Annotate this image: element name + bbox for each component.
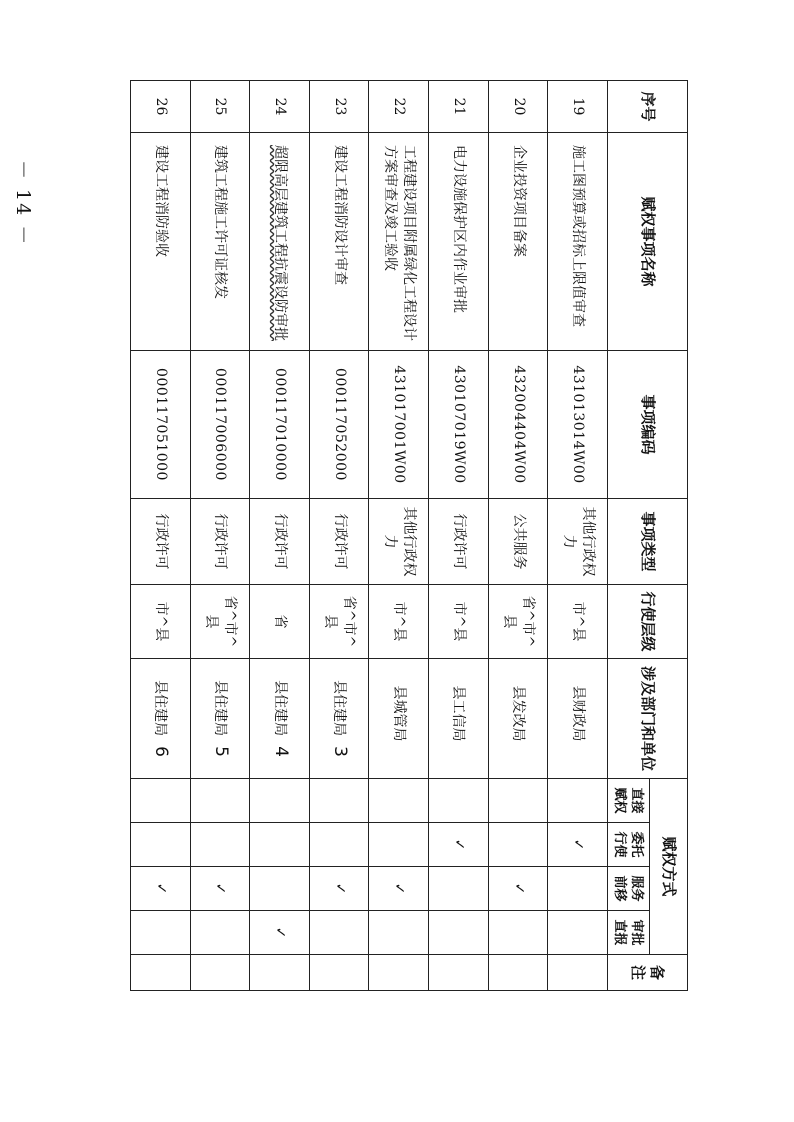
cell-level (369, 585, 429, 659)
cell-level-text: 省^市^县 (202, 595, 238, 648)
cell-level (131, 585, 191, 659)
header-mode-approve: 审批直报 (608, 911, 650, 955)
cell-type (190, 499, 250, 585)
cell-dept (548, 659, 608, 779)
cell-service (488, 867, 548, 911)
cell-type (488, 499, 548, 585)
cell-service (429, 867, 489, 911)
cell-type-text: 其他行政权力 (381, 506, 417, 577)
cell-level-text: 市^县 (152, 601, 169, 642)
cell-seq-text: 22 (391, 97, 408, 116)
cell-level-text: 省 (272, 614, 289, 629)
cell-code-text: 00011700​6000 (212, 368, 229, 481)
cell-seq-text: 23 (331, 97, 348, 116)
cell-level-text: 市^县 (570, 601, 587, 642)
cell-direct (190, 779, 250, 823)
table-row (429, 81, 489, 991)
cell-type (548, 499, 608, 585)
cell-seq (309, 81, 369, 133)
cell-code-text: 00011705​2000 (331, 368, 348, 481)
cell-service (131, 867, 191, 911)
cell-code (548, 351, 608, 499)
cell-service (309, 867, 369, 911)
cell-service-text: ✓ (331, 882, 348, 895)
cell-name-text: 工程建设项目附属绿化工程设计方案审查及竣工验收 (381, 145, 417, 341)
header-type: 事项类型 (608, 499, 688, 585)
cell-seq (131, 81, 191, 133)
cell-direct (429, 779, 489, 823)
cell-code (429, 351, 489, 499)
cell-dept (250, 659, 310, 779)
cell-entrust (488, 823, 548, 867)
cell-approve (250, 911, 310, 955)
handwritten-mark: 6 (151, 746, 172, 757)
header-name: 赋权事项名称 (608, 133, 688, 351)
cell-dept-text: 县住建局 (331, 680, 348, 737)
header-mode-entrust: 委托行使 (608, 823, 650, 867)
cell-seq-text: 25 (212, 97, 229, 116)
cell-name (190, 133, 250, 351)
cell-level-text: 省^市^县 (501, 595, 537, 648)
cell-entrust (131, 823, 191, 867)
cell-name-text: 电力设施保护区内作业审批 (450, 145, 467, 313)
cell-level-text: 市^县 (391, 601, 408, 642)
cell-approve (131, 911, 191, 955)
cell-dept (131, 659, 191, 779)
cell-approve (369, 911, 429, 955)
table-header (608, 81, 688, 991)
cell-type-text: 公共服务 (510, 513, 527, 570)
cell-code-text: 43010701​9W00 (450, 365, 467, 484)
cell-entrust-text: ✓ (570, 838, 587, 851)
cell-code-text: 00011705​1000 (152, 368, 169, 481)
cell-code-text: 43101700​1W00 (391, 365, 408, 484)
cell-entrust (429, 823, 489, 867)
header-level: 行使层级 (608, 585, 688, 659)
cell-service-text: ✓ (391, 882, 408, 895)
cell-approve (190, 911, 250, 955)
cell-seq (369, 81, 429, 133)
cell-dept-text: 县财政局 (569, 685, 586, 742)
cell-service (369, 867, 429, 911)
cell-type-text: 其他行政权力 (560, 506, 596, 577)
handwritten-mark: 3 (330, 746, 351, 757)
cell-remark (488, 955, 548, 991)
cell-direct (369, 779, 429, 823)
cell-type (429, 499, 489, 585)
table-row (369, 81, 429, 991)
cell-direct (309, 779, 369, 823)
cell-approve (548, 911, 608, 955)
cell-dept-text: 县城管局 (390, 685, 407, 742)
cell-remark (131, 955, 191, 991)
cell-name (488, 133, 548, 351)
cell-level (250, 585, 310, 659)
cell-direct (131, 779, 191, 823)
table-body (131, 81, 608, 991)
cell-seq-text: 26 (152, 97, 169, 116)
cell-dept-text: 县工信局 (450, 685, 467, 742)
cell-approve-text: ✓ (272, 926, 289, 939)
cell-level (548, 585, 608, 659)
cell-name-text: 建筑工程施工许可证核发 (212, 145, 229, 299)
cell-service-text: ✓ (152, 882, 169, 895)
table-row (250, 81, 310, 991)
cell-remark (309, 955, 369, 991)
cell-name (250, 133, 310, 351)
cell-entrust (309, 823, 369, 867)
table-row (190, 81, 250, 991)
cell-dept-text: 县住建局 (152, 680, 169, 737)
cell-approve (309, 911, 369, 955)
cell-entrust-text: ✓ (450, 838, 467, 851)
cell-type-text: 行政许可 (152, 513, 169, 570)
cell-name-text: 施工图预算或招标上限值审查 (570, 145, 587, 327)
cell-service (548, 867, 608, 911)
cell-seq (548, 81, 608, 133)
header-mode-direct: 直接赋权 (608, 779, 650, 823)
cell-dept (488, 659, 548, 779)
header-code: 事项编码 (608, 351, 688, 499)
cell-name (309, 133, 369, 351)
authorization-table (130, 80, 688, 991)
cell-direct (250, 779, 310, 823)
table-row (548, 81, 608, 991)
cell-code-text: 43200440​4W00 (510, 365, 527, 484)
cell-name-text: 超限高层建筑工程抗震设防审批 (272, 145, 289, 341)
cell-level-text: 省^市^县 (322, 595, 358, 648)
cell-entrust (548, 823, 608, 867)
cell-code-text: 00011701​0000 (272, 368, 289, 481)
cell-direct (488, 779, 548, 823)
cell-dept-text: 县住建局 (271, 680, 288, 737)
cell-entrust (369, 823, 429, 867)
header-seq: 序号 (608, 81, 688, 133)
cell-code (190, 351, 250, 499)
handwritten-mark: 5 (210, 746, 231, 757)
table-row (131, 81, 191, 991)
cell-name-text: 建设工程消防验收 (152, 145, 169, 257)
cell-seq (488, 81, 548, 133)
cell-type (369, 499, 429, 585)
cell-code-text: 43101301​4W00 (570, 365, 587, 484)
cell-service-text: ✓ (510, 882, 527, 895)
cell-approve (429, 911, 489, 955)
cell-approve (488, 911, 548, 955)
cell-seq-text: 19 (570, 97, 587, 116)
cell-seq (429, 81, 489, 133)
cell-level (190, 585, 250, 659)
cell-name-text: 企业投资项目备案 (510, 145, 527, 257)
cell-dept-text: 县发改局 (510, 685, 527, 742)
header-remark: 备注 (608, 955, 688, 991)
cell-seq-text: 20 (510, 97, 527, 116)
cell-entrust (250, 823, 310, 867)
cell-service (250, 867, 310, 911)
cell-entrust (190, 823, 250, 867)
cell-code (369, 351, 429, 499)
handwritten-mark: 4 (270, 746, 291, 757)
cell-seq-text: 21 (450, 97, 467, 116)
cell-level-text: 市^县 (450, 601, 467, 642)
cell-type (131, 499, 191, 585)
cell-name (131, 133, 191, 351)
cell-remark (369, 955, 429, 991)
cell-type-text: 行政许可 (331, 513, 348, 570)
cell-code (250, 351, 310, 499)
cell-level (309, 585, 369, 659)
cell-name (429, 133, 489, 351)
cell-service (190, 867, 250, 911)
cell-remark (429, 955, 489, 991)
cell-remark (548, 955, 608, 991)
cell-code (488, 351, 548, 499)
cell-dept (190, 659, 250, 779)
cell-level (488, 585, 548, 659)
header-mode-service: 服务前移 (608, 867, 650, 911)
cell-direct (548, 779, 608, 823)
cell-service-text: ✓ (212, 882, 229, 895)
cell-type-text: 行政许可 (272, 513, 289, 570)
cell-type-text: 行政许可 (450, 513, 467, 570)
cell-code (309, 351, 369, 499)
cell-dept (429, 659, 489, 779)
cell-seq-text: 24 (272, 97, 289, 116)
cell-seq (250, 81, 310, 133)
cell-code (131, 351, 191, 499)
authorization-table-sheet (130, 80, 688, 990)
cell-remark (190, 955, 250, 991)
cell-name (369, 133, 429, 351)
cell-level (429, 585, 489, 659)
cell-type (250, 499, 310, 585)
cell-name-text: 建设工程消防设计审查 (331, 145, 348, 285)
cell-remark (250, 955, 310, 991)
page-number: － 14 － (12, 160, 34, 247)
table-row (309, 81, 369, 991)
cell-dept-text: 县住建局 (211, 680, 228, 737)
header-mode: 赋权方式 (650, 779, 688, 955)
cell-seq (190, 81, 250, 133)
cell-type (309, 499, 369, 585)
cell-dept (369, 659, 429, 779)
cell-name (548, 133, 608, 351)
cell-dept (309, 659, 369, 779)
header-dept: 涉及部门和单位 (608, 659, 688, 779)
cell-type-text: 行政许可 (212, 513, 229, 570)
table-row (488, 81, 548, 991)
